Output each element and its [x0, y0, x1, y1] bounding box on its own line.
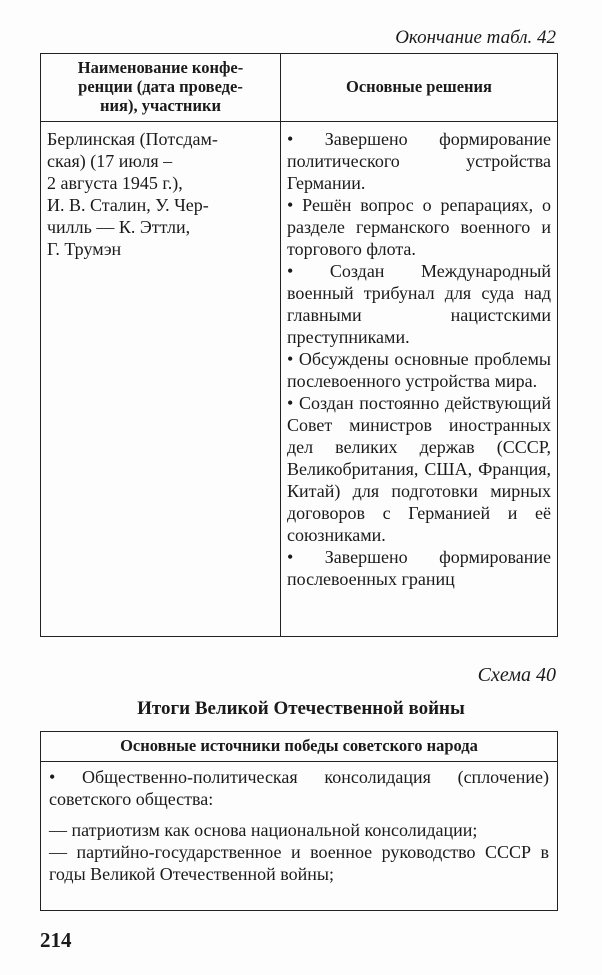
header-line: ния), участники	[100, 96, 221, 115]
header-conference	[41, 54, 281, 122]
conference-line: Г. Трумэн	[47, 239, 122, 259]
conference-table	[40, 53, 558, 637]
decision-item: • Завершено формирование послевоенных границ	[287, 547, 551, 589]
conference-line: 2 августа 1945 г.),	[47, 173, 183, 193]
scheme-item: • Общественно-политическая консолидация (сплочение) советского общества:	[49, 767, 549, 809]
header-decisions: Основные решения	[281, 54, 558, 122]
header-line: Наименование конфе-	[77, 58, 244, 77]
table-caption: Окончание табл. 42	[395, 27, 556, 48]
conference-line: ская) (17 июля –	[47, 151, 173, 171]
scheme-box-header: Основные источники победы советского народа	[41, 732, 557, 762]
conference-line: И. В. Сталин, У. Чер-	[47, 195, 209, 215]
scheme-item: — патриотизм как основа национальной консолидации;	[49, 820, 478, 840]
conference-line: чилль — К. Эттли,	[47, 217, 191, 237]
page-number: 214	[40, 928, 72, 952]
decision-item: • Решён вопрос о репарациях, о разделе германского военного и торгового флота.	[287, 195, 551, 259]
decisions-cell	[281, 122, 558, 637]
conference-line: Берлинская (Потсдам-	[47, 129, 218, 149]
scheme-box-body	[41, 762, 557, 885]
conference-cell	[41, 122, 281, 637]
decision-item: • Обсуждены основные проблемы послевоенного устройства мира.	[287, 349, 551, 391]
table-row	[41, 122, 558, 637]
scheme-caption: Схема 40	[477, 664, 556, 686]
scheme-title: Итоги Великой Отечественной войны	[137, 698, 465, 719]
decision-item: • Завершено формирование политического устройства Германии.	[287, 129, 551, 193]
scheme-box	[40, 731, 558, 911]
scheme-item: — партийно-государственное и военное руководство СССР в годы Великой Отечественной войны;	[49, 842, 549, 884]
decision-item: • Создан Международный военный трибунал для суда над главными нацистскими преступниками.	[287, 261, 551, 347]
header-line: ренции (дата проведе-	[78, 77, 243, 96]
decision-item: • Создан постоянно действующий Совет министров иностранных дел великих держав (СССР, Великобритания, США, Франция, Китай) для подготовки мирных договоров с Германией и её союзниками.	[287, 393, 551, 545]
